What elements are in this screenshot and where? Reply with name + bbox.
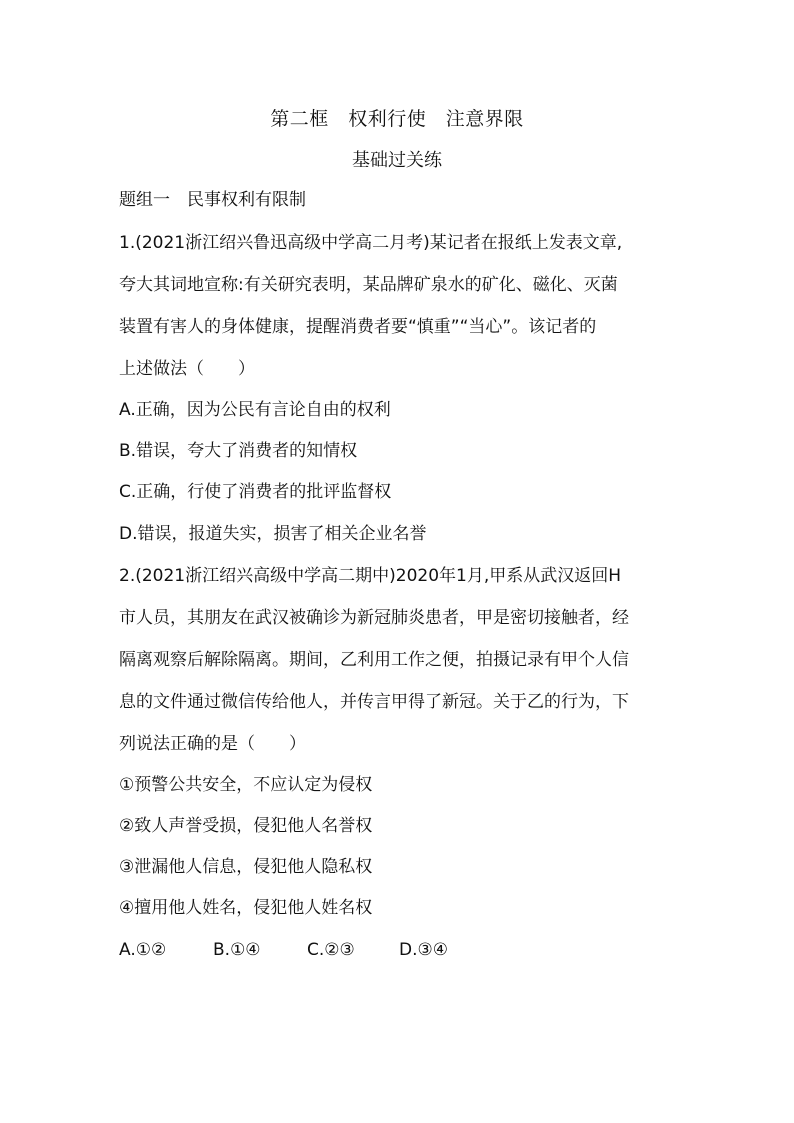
q1-option-c: C.正确，行使了消费者的批评监督权 — [119, 482, 392, 502]
q2-line-1: 2.(2021浙江绍兴高级中学高二期中)2020年1月,甲系从武汉返回H — [119, 566, 622, 586]
q2-line-5: 列说法正确的是（ ） — [119, 734, 306, 754]
q1-option-a: A.正确，因为公民有言论自由的权利 — [119, 400, 391, 420]
q2-answer-c: C.②③ — [307, 940, 355, 960]
q2-line-4: 息的文件通过微信传给他人，并传言甲得了新冠。关于乙的行为，下 — [119, 692, 629, 712]
page-title: 第二框 权利行使 注意界限 — [270, 108, 524, 130]
q2-statement-1: ①预警公共安全，不应认定为侵权 — [119, 775, 373, 795]
q1-line-2: 夸大其词地宣称:有关研究表明，某品牌矿泉水的矿化、磁化、灭菌 — [119, 275, 618, 295]
q1-line-1: 1.(2021浙江绍兴鲁迅高级中学高二月考)某记者在报纸上发表文章, — [119, 233, 623, 253]
q1-option-d: D.错误，报道失实，损害了相关企业名誉 — [119, 524, 427, 544]
q2-answer-b: B.①④ — [213, 940, 261, 960]
q2-line-3: 隔离观察后解除隔离。期间，乙利用工作之便，拍摄记录有甲个人信 — [119, 650, 629, 670]
q1-line-4: 上述做法（ ） — [119, 359, 255, 379]
q2-answer-a: A.①② — [119, 940, 167, 960]
q2-statement-4: ④擅用他人姓名，侵犯他人姓名权 — [119, 898, 373, 918]
q1-option-b: B.错误，夸大了消费者的知情权 — [119, 441, 358, 461]
section-subtitle: 基础过关练 — [352, 150, 442, 171]
q2-answer-row — [119, 936, 448, 964]
q2-statement-2: ②致人声誉受损，侵犯他人名誉权 — [119, 816, 373, 836]
q2-statement-3: ③泄漏他人信息，侵犯他人隐私权 — [119, 857, 373, 877]
q2-answer-d: D.③④ — [399, 940, 448, 960]
group-heading: 题组一 民事权利有限制 — [119, 190, 306, 210]
q2-line-2: 市人员，其朋友在武汉被确诊为新冠肺炎患者，甲是密切接触者，经 — [119, 608, 629, 628]
q1-line-3: 装置有害人的身体健康，提醒消费者要“慎重”“当心”。该记者的 — [119, 317, 597, 337]
